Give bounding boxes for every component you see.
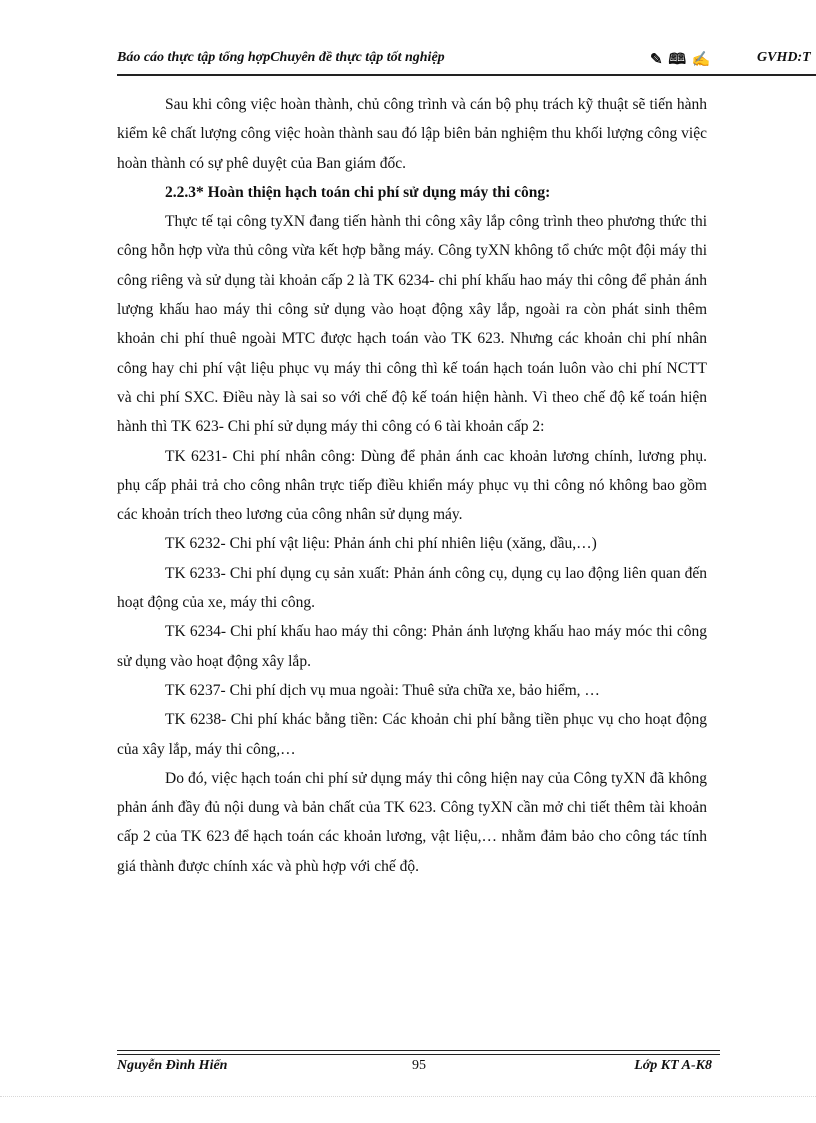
page-header <box>117 50 816 74</box>
header-divider <box>117 74 816 76</box>
paragraph-conclusion: Do đó, việc hạch toán chi phí sử dụng máy thi công hiện nay của Công tyXN đã không phản ánh đầy đủ nội dung và bản chất của TK 623. Công tyXN cần mở chi tiết thêm tài khoản cấp 2 của TK 623 để hạch toán các khoản lương, vật liệu,… nhằm đảm bảo cho công tác tính giá thành được chính xác và phù hợp với chế độ. <box>117 769 707 875</box>
page-footer <box>117 1058 712 1080</box>
paragraph-current-practice: Thực tế tại công tyXN đang tiến hành thi công xây lắp công trình theo phương thức thi công hỗn hợp vừa thủ công vừa kết hợp bằng máy. Công tyXN không tổ chức một đội máy thi công riêng và sử dụng tài khoản cấp 2 là TK 6234- chi phí khấu hao máy thi công để phản ánh lượng khấu hao máy thi công sử dụng vào hoạt động xây lắp, ngoài ra còn phát sinh thêm khoản chi phí thuê ngoài MTC được hạch toán vào TK 623. Nhưng các khoản chi phí nhân công hay chi phí vật liệu phục vụ máy thi công thì kế toán hạch toán luôn vào chi phí NCTT và chi phí SXC. Điều này là sai so với chế độ kế toán hiện hành. Vì theo chế độ kế toán hiện hành thì TK 623- Chi phí sử dụng máy thi công có 6 tài khoản cấp 2: <box>117 213 707 436</box>
section-heading: 2.2.3* Hoàn thiện hạch toán chi phí sử dụng máy thi công: <box>165 183 551 201</box>
paragraph-tk-6231: TK 6231- Chi phí nhân công: Dùng để phản ánh cac khoản lương chính, lương phụ. phụ cấp phải trả cho công nhân trực tiếp điều khiển máy phục vụ thi công nó không bao gồm các khoản trích theo lương của công nhân sử dụng máy. <box>117 447 707 524</box>
page-bottom-edge <box>0 1096 816 1097</box>
header-advisor: GVHD:T <box>757 50 811 65</box>
paragraph-tk-6234: TK 6234- Chi phí khấu hao máy thi công: Phản ánh lượng khấu hao máy móc thi công sử dụng vào hoạt động xây lắp. <box>117 623 707 670</box>
footer-divider <box>117 1050 720 1055</box>
paragraph-tk-6237: TK 6237- Chi phí dịch vụ mua ngoài: Thuê sửa chữa xe, bảo hiểm, … <box>165 681 600 699</box>
paragraph-acceptance: Sau khi công việc hoàn thành, chủ công trình và cán bộ phụ trách kỹ thuật sẽ tiến hành kiểm kê chất lượng công việc hoàn thành sau đó lập biên bản nghiệm thu khối lượng công việc hoàn thành có sự phê duyệt của Ban giám đốc. <box>117 96 707 172</box>
footer-class: Lớp KT A-K8 <box>634 1058 712 1073</box>
paragraph-tk-6238: TK 6238- Chi phí khác bằng tiền: Các khoản chi phí bằng tiền phục vụ cho hoạt động của xây lắp, máy thi công,… <box>117 711 707 758</box>
footer-author: Nguyễn Đình Hiển <box>117 1058 228 1073</box>
page-number: 95 <box>412 1058 426 1073</box>
paragraph-tk-6232: TK 6232- Chi phí vật liệu: Phản ánh chi phí nhiên liệu (xăng, dầu,…) <box>165 535 597 553</box>
document-body <box>117 90 707 881</box>
paragraph-tk-6233: TK 6233- Chi phí dụng cụ sản xuất: Phản ánh công cụ, dụng cụ lao động liên quan đến hoạt động của xe, máy thi công. <box>117 564 707 612</box>
header-title: Báo cáo thực tập tổng hợpChuyên đề thực tập tốt nghiệp <box>117 50 445 65</box>
header-ornament-icon: ✎ 🕮 ✍ <box>650 52 712 68</box>
